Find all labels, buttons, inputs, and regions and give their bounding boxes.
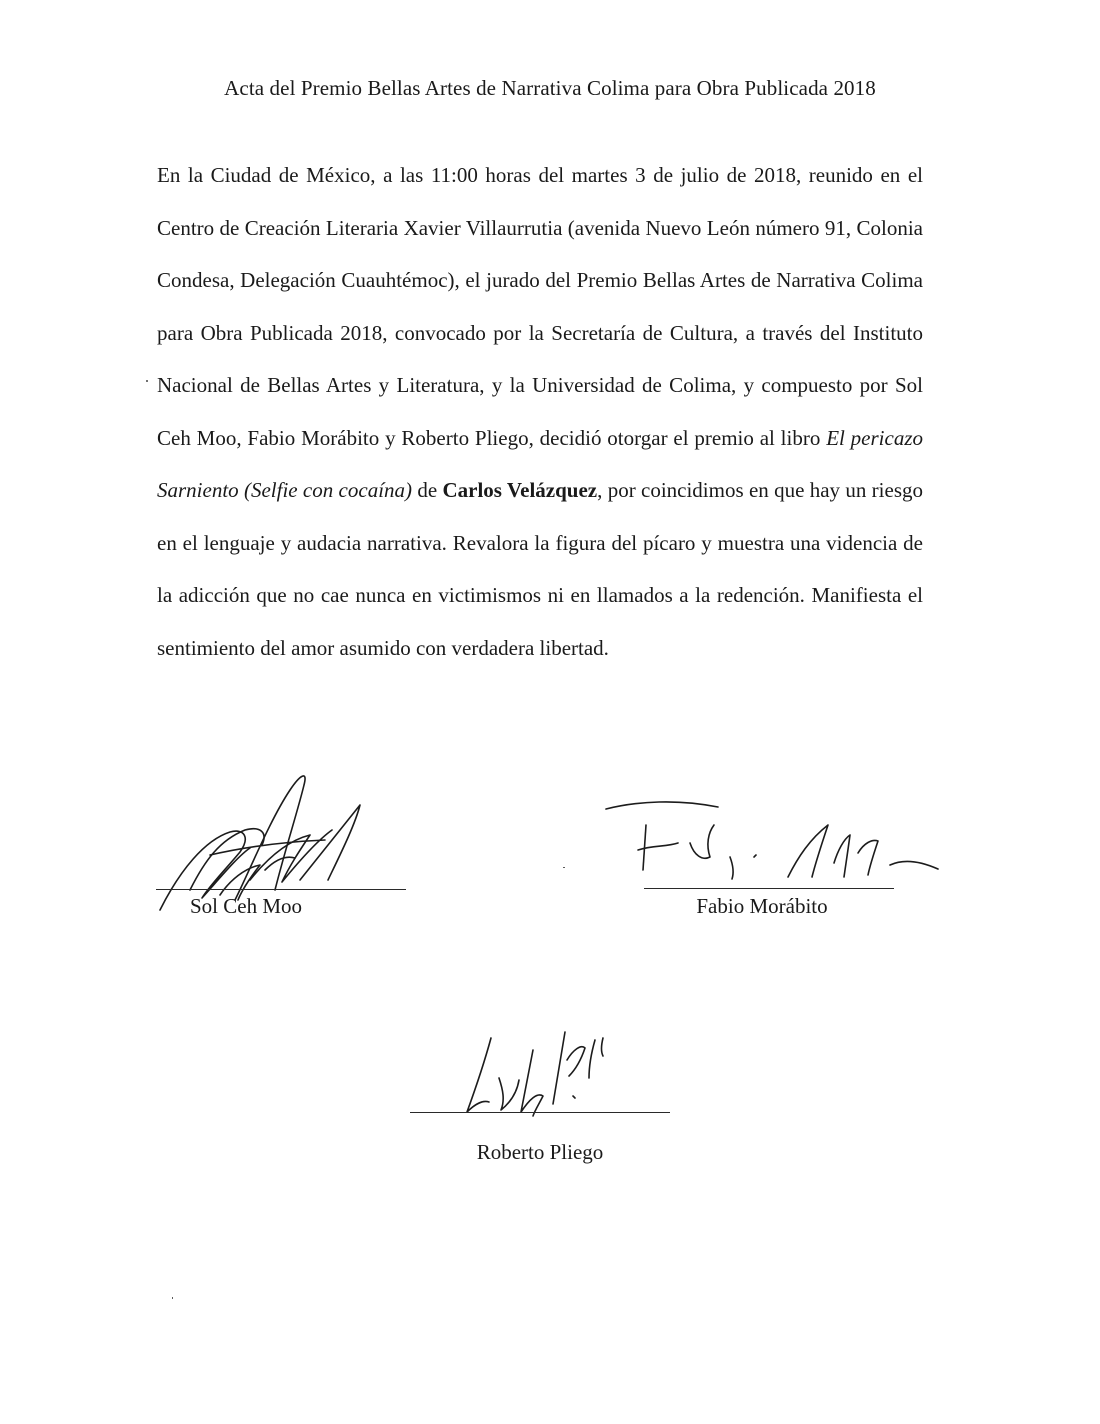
signature-line-roberto-pliego — [410, 1112, 670, 1113]
paragraph-part-3: , por coincidimos en que hay un riesgo en el lenguaje y audacia narrativa. Revalora la figura del pícaro y muestra una videncia de la adicción que no cae nunca en victimismos ni en llamados a la redención. Manifiesta el sentimiento del amor asumido con verdadera libertad. — [157, 478, 923, 660]
signature-line-fabio-morabito — [644, 888, 894, 889]
signature-line-sol-ceh-moo — [156, 889, 406, 890]
scan-speck — [563, 867, 565, 868]
act-paragraph — [157, 149, 923, 674]
signatory-name-fabio-morabito: Fabio Morábito — [696, 894, 828, 918]
book-title: El pericazo Sarniento (Selfie con cocaína) — [157, 425, 924, 502]
signature-roberto-pliego — [455, 1020, 625, 1130]
signatory-name-roberto-pliego: Roberto Pliego — [476, 1140, 604, 1164]
paragraph-part-2: de — [412, 478, 443, 502]
document-title: Acta del Premio Bellas Artes de Narrativa Colima para Obra Publicada 2018 — [224, 76, 876, 100]
paragraph-part-1: En la Ciudad de México, a las 11:00 horas del martes 3 de julio de 2018, reunido en el Centro de Creación Literaria Xavier Villaurrutia (avenida Nuevo León número 91, Colonia Condesa, Delegación Cuauhtémoc), el jurado del Premio Bellas Artes de Narrativa Colima para Obra Publicada 2018, convocado por la Secretaría de Cultura, a través del Instituto Nacional de Bellas Artes y Literatura, y la Universidad de Colima, y compuesto por Sol Ceh Moo, Fabio Morábito y Roberto Pliego, decidió otorgar el premio al libro — [157, 163, 923, 450]
winner-name: Carlos Velázquez — [442, 478, 598, 502]
scan-speck — [146, 380, 148, 382]
signatory-name-sol-ceh-moo: Sol Ceh Moo — [189, 894, 302, 918]
scan-speck — [172, 1297, 173, 1299]
signature-fabio-morabito — [598, 795, 948, 895]
